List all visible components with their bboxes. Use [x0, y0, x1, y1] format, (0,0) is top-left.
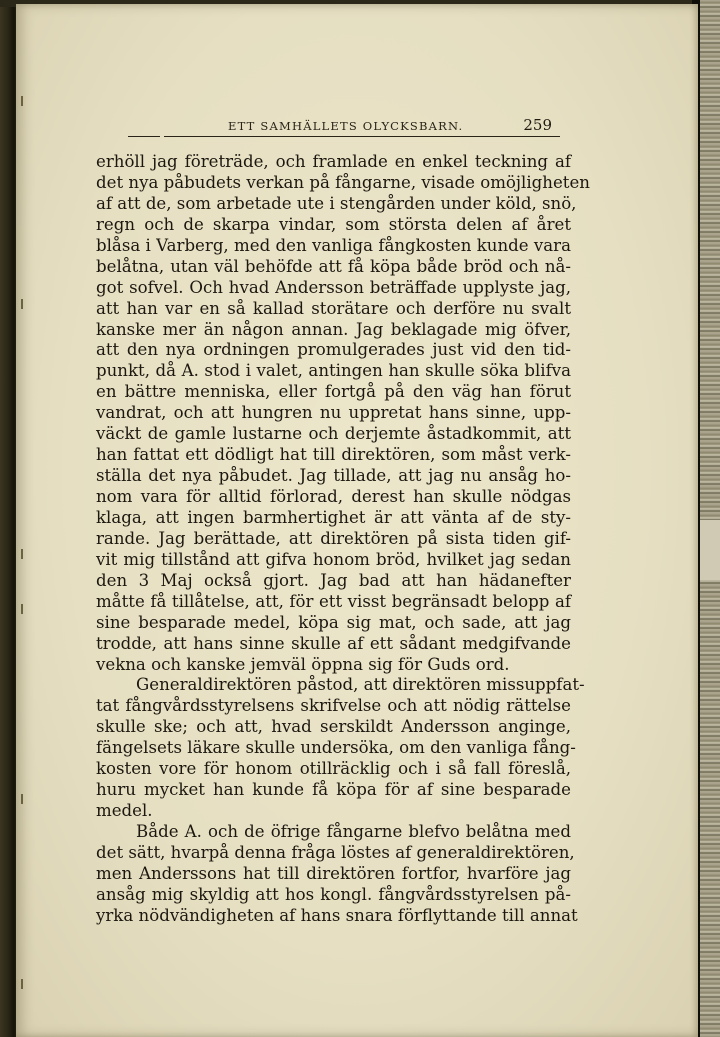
- running-title: ETT SAMHÄLLETS OLYCKSBARN.: [228, 119, 464, 133]
- text-line: vekna och kanske jemväl öppna sig för Guds ord.: [96, 654, 510, 674]
- text-line: väckt de gamle lustarne och derjemte åstadkommit, att: [96, 424, 571, 444]
- text-line: got sofvel. Och hvad Andersson beträffade upplyste jag,: [96, 277, 571, 297]
- margin-mark: [21, 549, 23, 559]
- text-line: trodde, att hans sinne skulle af ett sådant medgifvande: [96, 633, 571, 653]
- text-line: måtte få tillåtelse, att, för ett visst begränsadt belopp af: [96, 591, 571, 611]
- text-line: Generaldirektören påstod, att direktören missuppfat-: [136, 675, 585, 695]
- text-line: vit mig tillstånd att gifva honom bröd, hvilket jag sedan: [96, 549, 571, 569]
- body-text: [96, 152, 590, 927]
- text-line: vandrat, och att hungren nu uppretat hans sinne, upp-: [96, 403, 571, 423]
- margin-mark: [21, 794, 23, 804]
- page-header: [130, 112, 560, 136]
- text-line: rande. Jag berättade, att direktören på sista tiden gif-: [96, 528, 571, 548]
- text-line: ansåg mig skyldig att hos kongl. fångvårdsstyrelsen på-: [96, 884, 571, 904]
- text-line: yrka nödvändigheten af hans snara förflyttande till annat: [96, 905, 578, 925]
- text-line: skulle ske; och att, hvad serskildt Andersson anginge,: [96, 717, 571, 737]
- header-rule: [164, 136, 560, 137]
- text-line: medel.: [96, 801, 153, 821]
- margin-mark: [21, 96, 23, 106]
- text-line: af att de, som arbetade ute i stengården under köld, snö,: [96, 193, 577, 213]
- margin-mark: [21, 979, 23, 989]
- text-line: blåsa i Varberg, med den vanliga fångkosten kunde vara: [96, 235, 571, 255]
- text-line: det nya påbudets verkan på fångarne, visade omöjligheten: [96, 172, 590, 192]
- page-edge-light-patch: [700, 520, 720, 580]
- text-line: belåtna, utan väl behöfde att få köpa både bröd och nå-: [96, 256, 571, 276]
- text-line: klaga, att ingen barmhertighet är att vänta af de sty-: [96, 507, 571, 527]
- paragraph: [96, 152, 590, 675]
- text-line: men Anderssons hat till direktören fortfor, hvarföre jag: [96, 863, 571, 883]
- text-line: Både A. och de öfrige fångarne blefvo belåtna med: [136, 822, 571, 841]
- margin-mark: [21, 604, 23, 614]
- margin-mark: [21, 299, 23, 309]
- text-line: att den nya ordningen promulgerades just vid den tid-: [96, 340, 571, 360]
- paragraph: [96, 675, 585, 822]
- text-line: den 3 Maj också gjort. Jag bad att han hädanefter: [96, 570, 571, 590]
- text-line: kanske mer än någon annan. Jag beklagade mig öfver,: [96, 319, 571, 339]
- text-line: huru mycket han kunde få köpa för af sine besparade: [96, 780, 571, 800]
- text-line: tat fångvårdsstyrelsens skrifvelse och att nödig rättelse: [96, 696, 571, 716]
- text-line: punkt, då A. stod i valet, antingen han skulle söka blifva: [96, 361, 571, 381]
- text-line: en bättre menniska, eller fortgå på den väg han förut: [96, 382, 571, 402]
- text-line: han fattat ett dödligt hat till direktören, som måst verk-: [96, 445, 571, 465]
- text-line: ställa det nya påbudet. Jag tillade, att jag nu ansåg ho-: [96, 466, 571, 486]
- text-line: att han var en så kallad storätare och derföre nu svalt: [96, 298, 571, 318]
- text-line: sine besparade medel, köpa sig mat, och sade, att jag: [96, 612, 571, 632]
- text-line: erhöll jag företräde, och framlade en enkel teckning af: [96, 152, 571, 171]
- text-line: fängelsets läkare skulle undersöka, om den vanliga fång-: [96, 738, 576, 758]
- header-rule-left: [128, 136, 160, 137]
- page-number: 259: [523, 116, 552, 134]
- text-line: nom vara för alltid förlorad, derest han skulle nödgas: [96, 487, 571, 506]
- paragraph: [96, 822, 578, 927]
- text-line: kosten vore för honom otillräcklig och i så fall föreslå,: [96, 759, 571, 779]
- text-line: det sätt, hvarpå denna fråga löstes af generaldirektören,: [96, 842, 575, 862]
- text-line: regn och de skarpa vindar, som största delen af året: [96, 214, 571, 234]
